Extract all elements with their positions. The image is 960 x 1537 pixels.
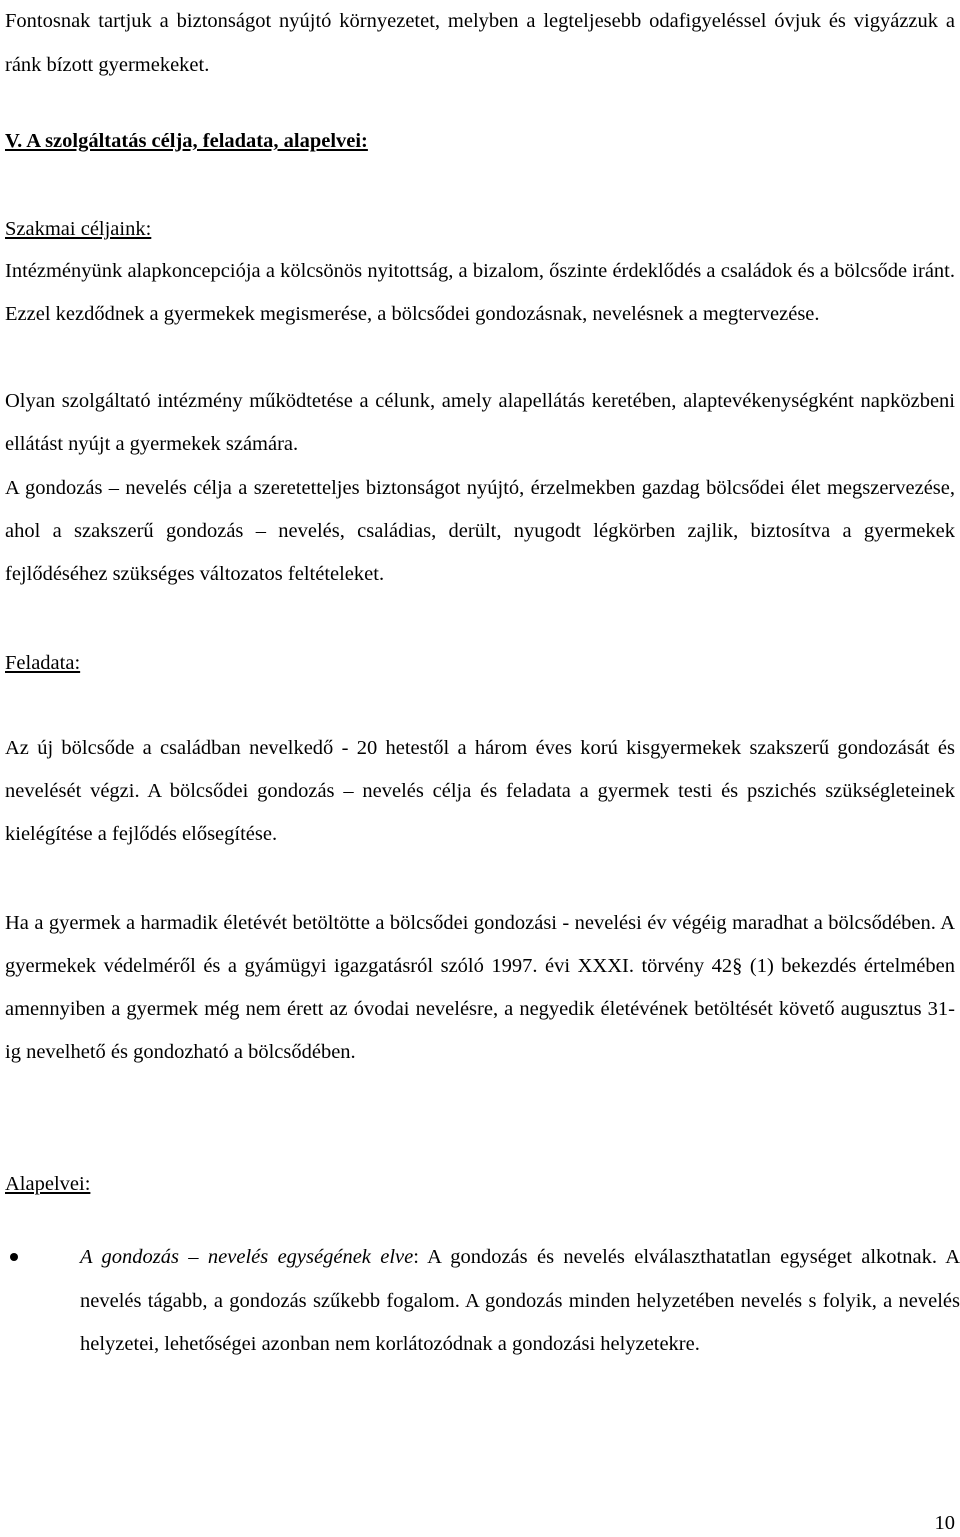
bullet-icon (10, 1253, 18, 1261)
principle-term: A gondozás – nevelés egységének elve (80, 1246, 414, 1268)
task-paragraph-2: Ha a gyermek a harmadik életévét betöltötte a bölcsődei gondozási - nevelési év végéig maradhat a bölcsődében. A gyermekek védelméről és a gyámügyi igazgatásról szóló 1997. évi XXXI. törvény 42§ (1) bekezdés értelmében amennyiben a gyermek még nem érett az óvodai nevelésre, a negyedik életévének betöltését követő augusztus 31-ig nevelhető és gondozható a bölcsődében. (5, 912, 955, 1063)
goals-paragraph-1: Intézményünk alapkoncepciója a kölcsönös nyitottság, a bizalom, őszinte érdeklődés a családok és a bölcsőde iránt. Ezzel kezdődnek a gyermekek megismerése, a bölcsődei gondozásnak, nevelésnek a megtervezése. (5, 260, 955, 325)
task-paragraph-1: Az új bölcsőde a családban nevelkedő - 20 hetestől a három éves korú kisgyermekek szakszerű gondozását és nevelését végzi. A bölcsődei gondozás – nevelés célja és feladata a gyermek testi és pszichés szükségleteinek kielégítése a fejlődés elősegítése. (5, 737, 955, 845)
page-number: 10 (934, 1512, 955, 1534)
principle-text (80, 1236, 960, 1367)
intro-paragraph: Fontosnak tartjuk a biztonságot nyújtó környezetet, melyben a legteljesebb odafigyeléssel óvjuk és vigyázzuk a ránk bízott gyermekeket. (5, 10, 955, 76)
section-heading: V. A szolgáltatás célja, feladata, alapelvei: (5, 130, 368, 152)
task-title: Feladata: (5, 652, 81, 674)
principles-title: Alapelvei: (5, 1173, 91, 1195)
goals-paragraph-3: A gondozás – nevelés célja a szeretetteljes biztonságot nyújtó, érzelmekben gazdag bölcsődei élet megszervezése, ahol a szakszerű gondozás – nevelés, családias, derült, nyugodt légkörben zajlik, biztosítva a gyermekek fejlődéséhez szükséges változatos feltételeket. (5, 477, 955, 585)
principle-description: : A gondozás és nevelés elválaszthatatlan egységet alkotnak. A nevelés tágabb, a gondozás szűkebb fogalom. A gondozás minden helyzetében nevelés s folyik, a nevelés helyzetei, lehetőségei azonban nem korlátozódnak a gondozási helyzetekre. (80, 1246, 960, 1355)
goals-title: Szakmai céljaink: (5, 218, 152, 240)
goals-paragraph-2: Olyan szolgáltató intézmény működtetése a célunk, amely alapellátás keretében, alaptevékenységként napközbeni ellátást nyújt a gyermekek számára. (5, 390, 955, 455)
